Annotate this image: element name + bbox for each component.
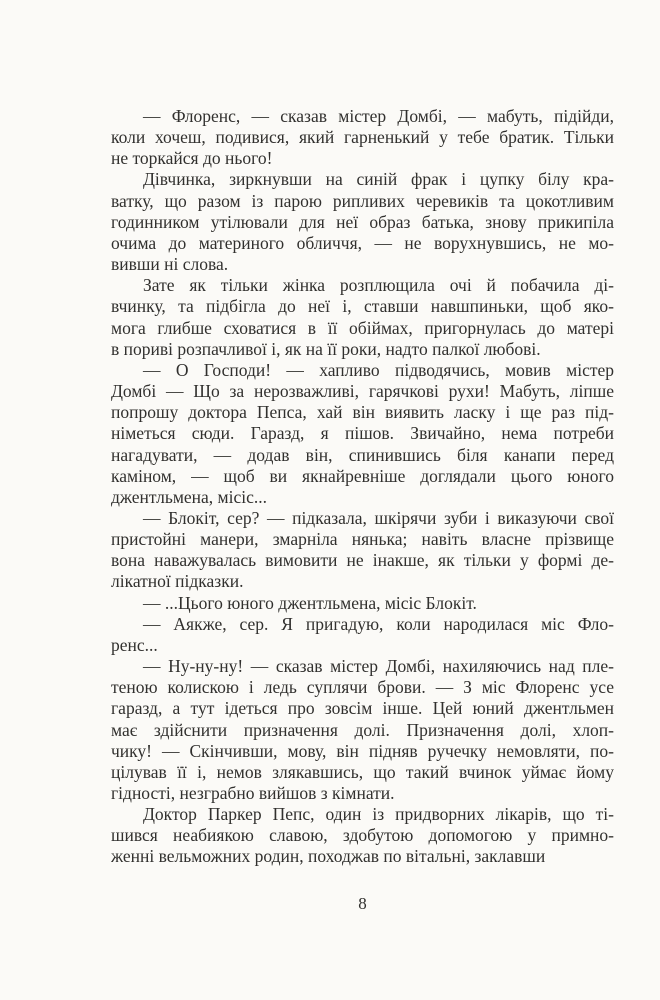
text-line: джентльмена, місіс... bbox=[111, 486, 268, 507]
text-line: женні вельможних родин, походжав по вітальні, заклавши bbox=[111, 846, 546, 867]
text-line: попрошу доктора Пепса, хай він виявить ласку і ще раз під- bbox=[111, 402, 614, 423]
page-text bbox=[111, 106, 614, 868]
paragraph bbox=[111, 593, 614, 614]
text-line: ватку, що разом із парою рипливих черевиків та цокотливим bbox=[111, 190, 614, 211]
paragraph bbox=[111, 106, 614, 169]
text-line: — Флоренс, — сказав містер Домбі, — мабуть, підійди, bbox=[143, 106, 614, 126]
text-line: лікатної підказки. bbox=[111, 571, 244, 592]
text-line: годинником утілювали для неї образ батька, знову прикипіла bbox=[111, 211, 614, 232]
text-line: вона наважувалась вимовити не інакше, як тільки у формі де- bbox=[111, 550, 614, 571]
text-line: — ...Цього юного джентльмена, місіс Блокіт. bbox=[143, 592, 477, 613]
text-line: очима до материного обличчя, — не ворухнувшись, не мо- bbox=[111, 232, 614, 253]
text-line: Домбі — Що за нерозважливі, гарячкові рухи! Мабуть, ліпше bbox=[111, 381, 614, 402]
text-line: Дівчинка, зиркнувши на синій фрак і цупку білу кра- bbox=[143, 169, 614, 190]
text-line: гаразд, а тут ідеться про зовсім інше. Цей юний джентльмен bbox=[111, 698, 614, 719]
paragraph bbox=[111, 656, 614, 804]
paragraph bbox=[111, 804, 614, 867]
text-line: — О Господи! — хапливо підводячись, мовив містер bbox=[143, 359, 614, 380]
text-line: теною колискою і ледь суплячи брови. — З міс Флоренс усе bbox=[111, 677, 614, 698]
text-line: нагадувати, — додав він, спинившись біля канапи перед bbox=[111, 444, 614, 465]
text-line: пристойні манери, змарніла нянька; навіть власне прізвище bbox=[111, 529, 614, 550]
page-number: 8 bbox=[358, 894, 367, 913]
text-line: — Ну-ну-ну! — сказав містер Домбі, нахиляючись над пле- bbox=[143, 656, 614, 677]
text-line: має здійснити призначення долі. Призначення долі, хлоп- bbox=[111, 719, 614, 740]
paragraph bbox=[111, 614, 614, 656]
text-line: цілував її і, немов злякавшись, що такий вчинок уймає йому bbox=[111, 761, 614, 782]
text-line: вчинку, та підбігла до неї і, ставши навшпиньки, щоб яко- bbox=[111, 296, 614, 317]
text-line: каміном, — щоб ви якнайревніше доглядали цього юного bbox=[111, 465, 614, 486]
text-line: німеться сюди. Гаразд, я пішов. Звичайно, нема потреби bbox=[111, 423, 614, 444]
text-line: — Блокіт, сер? — підказала, шкірячи зуби і виказуючи свої bbox=[143, 507, 614, 528]
paragraph bbox=[111, 360, 614, 508]
text-line: коли хочеш, подивися, який гарненький у тебе братик. Тільки bbox=[111, 127, 614, 148]
paragraph bbox=[111, 508, 614, 593]
text-line: в пориві розпачливої і, як на її роки, надто палкої любові. bbox=[111, 338, 541, 359]
text-line: не торкайся до нього! bbox=[111, 148, 273, 169]
text-line: гідності, незграбно вийшов з кімнати. bbox=[111, 783, 395, 803]
text-line: чику! — Скінчивши, мову, він підняв ручечку немовляти, по- bbox=[111, 740, 614, 761]
text-line: Доктор Паркер Пепс, один із придворних лікарів, що ті- bbox=[143, 804, 614, 825]
text-line: Зате як тільки жінка розплющила очі й побачила ді- bbox=[143, 275, 614, 296]
paragraph bbox=[111, 169, 614, 275]
text-line: мога глибше сховатися в її обіймах, пригорнулась до матері bbox=[111, 317, 614, 338]
text-line: шився неабиякою славою, здобутою допомогою у примно- bbox=[111, 825, 614, 846]
text-line: ренс... bbox=[111, 634, 158, 655]
text-line: вивши ні слова. bbox=[111, 254, 229, 275]
text-line: — Аякже, сер. Я пригадую, коли народилася міс Фло- bbox=[143, 613, 614, 634]
paragraph bbox=[111, 275, 614, 360]
